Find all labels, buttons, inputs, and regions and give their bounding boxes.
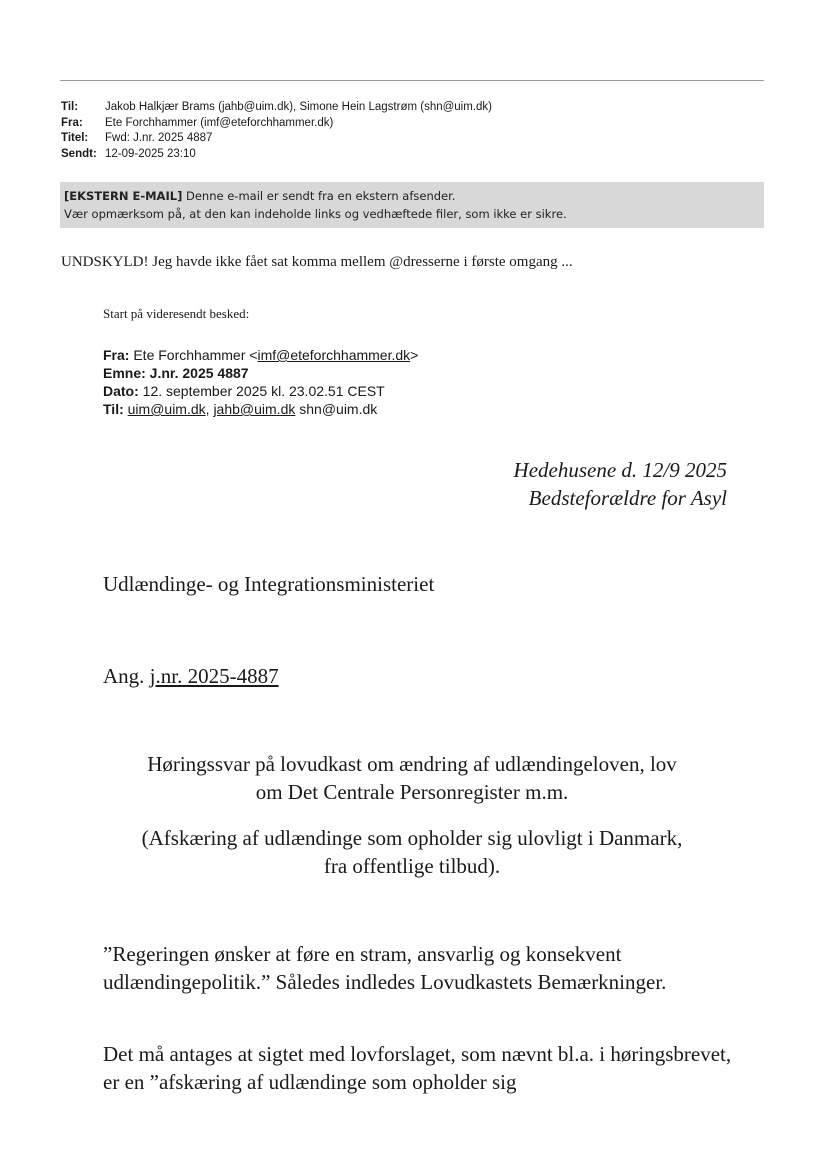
from-value[interactable]: Ete Forchhammer (imf@eteforchhammer.dk) xyxy=(105,116,334,129)
fwd-from-name: Ete Forchhammer < xyxy=(129,347,258,363)
letter-title xyxy=(60,750,764,806)
to-label: Til: xyxy=(61,101,79,113)
from-label: Fra: xyxy=(61,116,83,129)
header-to-row xyxy=(61,100,492,116)
top-divider xyxy=(60,80,764,81)
letter-subtitle xyxy=(60,824,764,880)
external-tag: [EKSTERN E-MAIL] xyxy=(64,189,183,203)
fwd-subject-row xyxy=(103,364,418,382)
fwd-date-value: 12. september 2025 kl. 23.02.51 CEST xyxy=(138,383,385,399)
apology-text: UNDSKYLD! Jeg havde ikke fået sat komma mellem @dresserne i første omgang ... xyxy=(61,254,573,270)
fwd-from-close: > xyxy=(410,347,419,363)
fwd-to-label: Til: xyxy=(103,401,124,417)
fwd-subject-label: Emne: xyxy=(103,365,146,381)
title-line-1: Høringssvar på lovudkast om ændring af udlændingeloven, lov xyxy=(147,752,677,776)
reference-prefix: Ang. xyxy=(103,664,150,688)
external-email-banner xyxy=(60,182,764,228)
subject-label: Titel: xyxy=(61,132,89,144)
banner-line-2: Vær opmærksom på, at den kan indeholde links og vedhæftede filer, som ikke er sikre. xyxy=(64,207,567,221)
title-line-2: om Det Centrale Personregister m.m. xyxy=(255,780,569,804)
fwd-date-row xyxy=(103,382,418,400)
fwd-from-email-link[interactable]: imf@eteforchhammer.dk xyxy=(257,347,411,363)
fwd-to-sep: , xyxy=(205,401,214,417)
subtitle-line-2: fra offentlige tilbud). xyxy=(323,854,501,878)
fwd-subject-value: J.nr. 2025 4887 xyxy=(145,365,249,381)
dateline-organization: Bedsteforældre for Asyl xyxy=(528,486,727,510)
subtitle-line-1: (Afskæring af udlændinge som opholder sig ulovligt i Danmark, xyxy=(141,826,683,850)
letter-reference xyxy=(103,664,279,689)
forwarded-header xyxy=(103,346,418,418)
sent-label: Sendt: xyxy=(61,147,97,160)
fwd-from-row xyxy=(103,346,418,364)
banner-line-1 xyxy=(64,187,760,205)
header-from-row xyxy=(61,116,492,132)
to-value[interactable]: Jakob Halkjær Brams (jahb@uim.dk), Simone Hein Lagstrøm (shn@uim.dk) xyxy=(105,101,492,113)
body-paragraph-2: Det må antages at sigtet med lovforslaget, som nævnt bl.a. i høringsbrevet, er en ”afskæring af udlændinge som opholder sig xyxy=(103,1042,732,1094)
forwarded-intro: Start på videresendt besked: xyxy=(103,306,250,321)
fwd-to-row xyxy=(103,400,418,418)
reference-number: j.nr. 2025-4887 xyxy=(149,664,279,688)
letter-recipient: Udlændinge- og Integrationsministeriet xyxy=(103,572,435,596)
dateline-place-date: Hedehusene d. 12/9 2025 xyxy=(513,458,727,482)
banner-text-1: Denne e-mail er sendt fra en ekstern afsender. xyxy=(182,189,456,203)
subject-value: Fwd: J.nr. 2025 4887 xyxy=(105,132,213,144)
sent-value: 12-09-2025 23:10 xyxy=(105,147,196,160)
header-subject-row xyxy=(61,131,492,147)
header-sent-row xyxy=(61,147,492,163)
fwd-to-rest: shn@uim.dk xyxy=(295,401,378,417)
fwd-from-label: Fra: xyxy=(103,347,130,363)
fwd-date-label: Dato: xyxy=(103,383,139,399)
fwd-to-email-1-link[interactable]: uim@uim.dk xyxy=(127,401,206,417)
email-header xyxy=(61,100,492,162)
letter-dateline xyxy=(514,456,727,512)
body-paragraph-1: ”Regeringen ønsker at føre en stram, ansvarlig og konsekvent udlændingepolitik.” Således indledes Lovudkastets Bemærkninger. xyxy=(103,942,667,994)
fwd-to-email-2-link[interactable]: jahb@uim.dk xyxy=(213,401,296,417)
